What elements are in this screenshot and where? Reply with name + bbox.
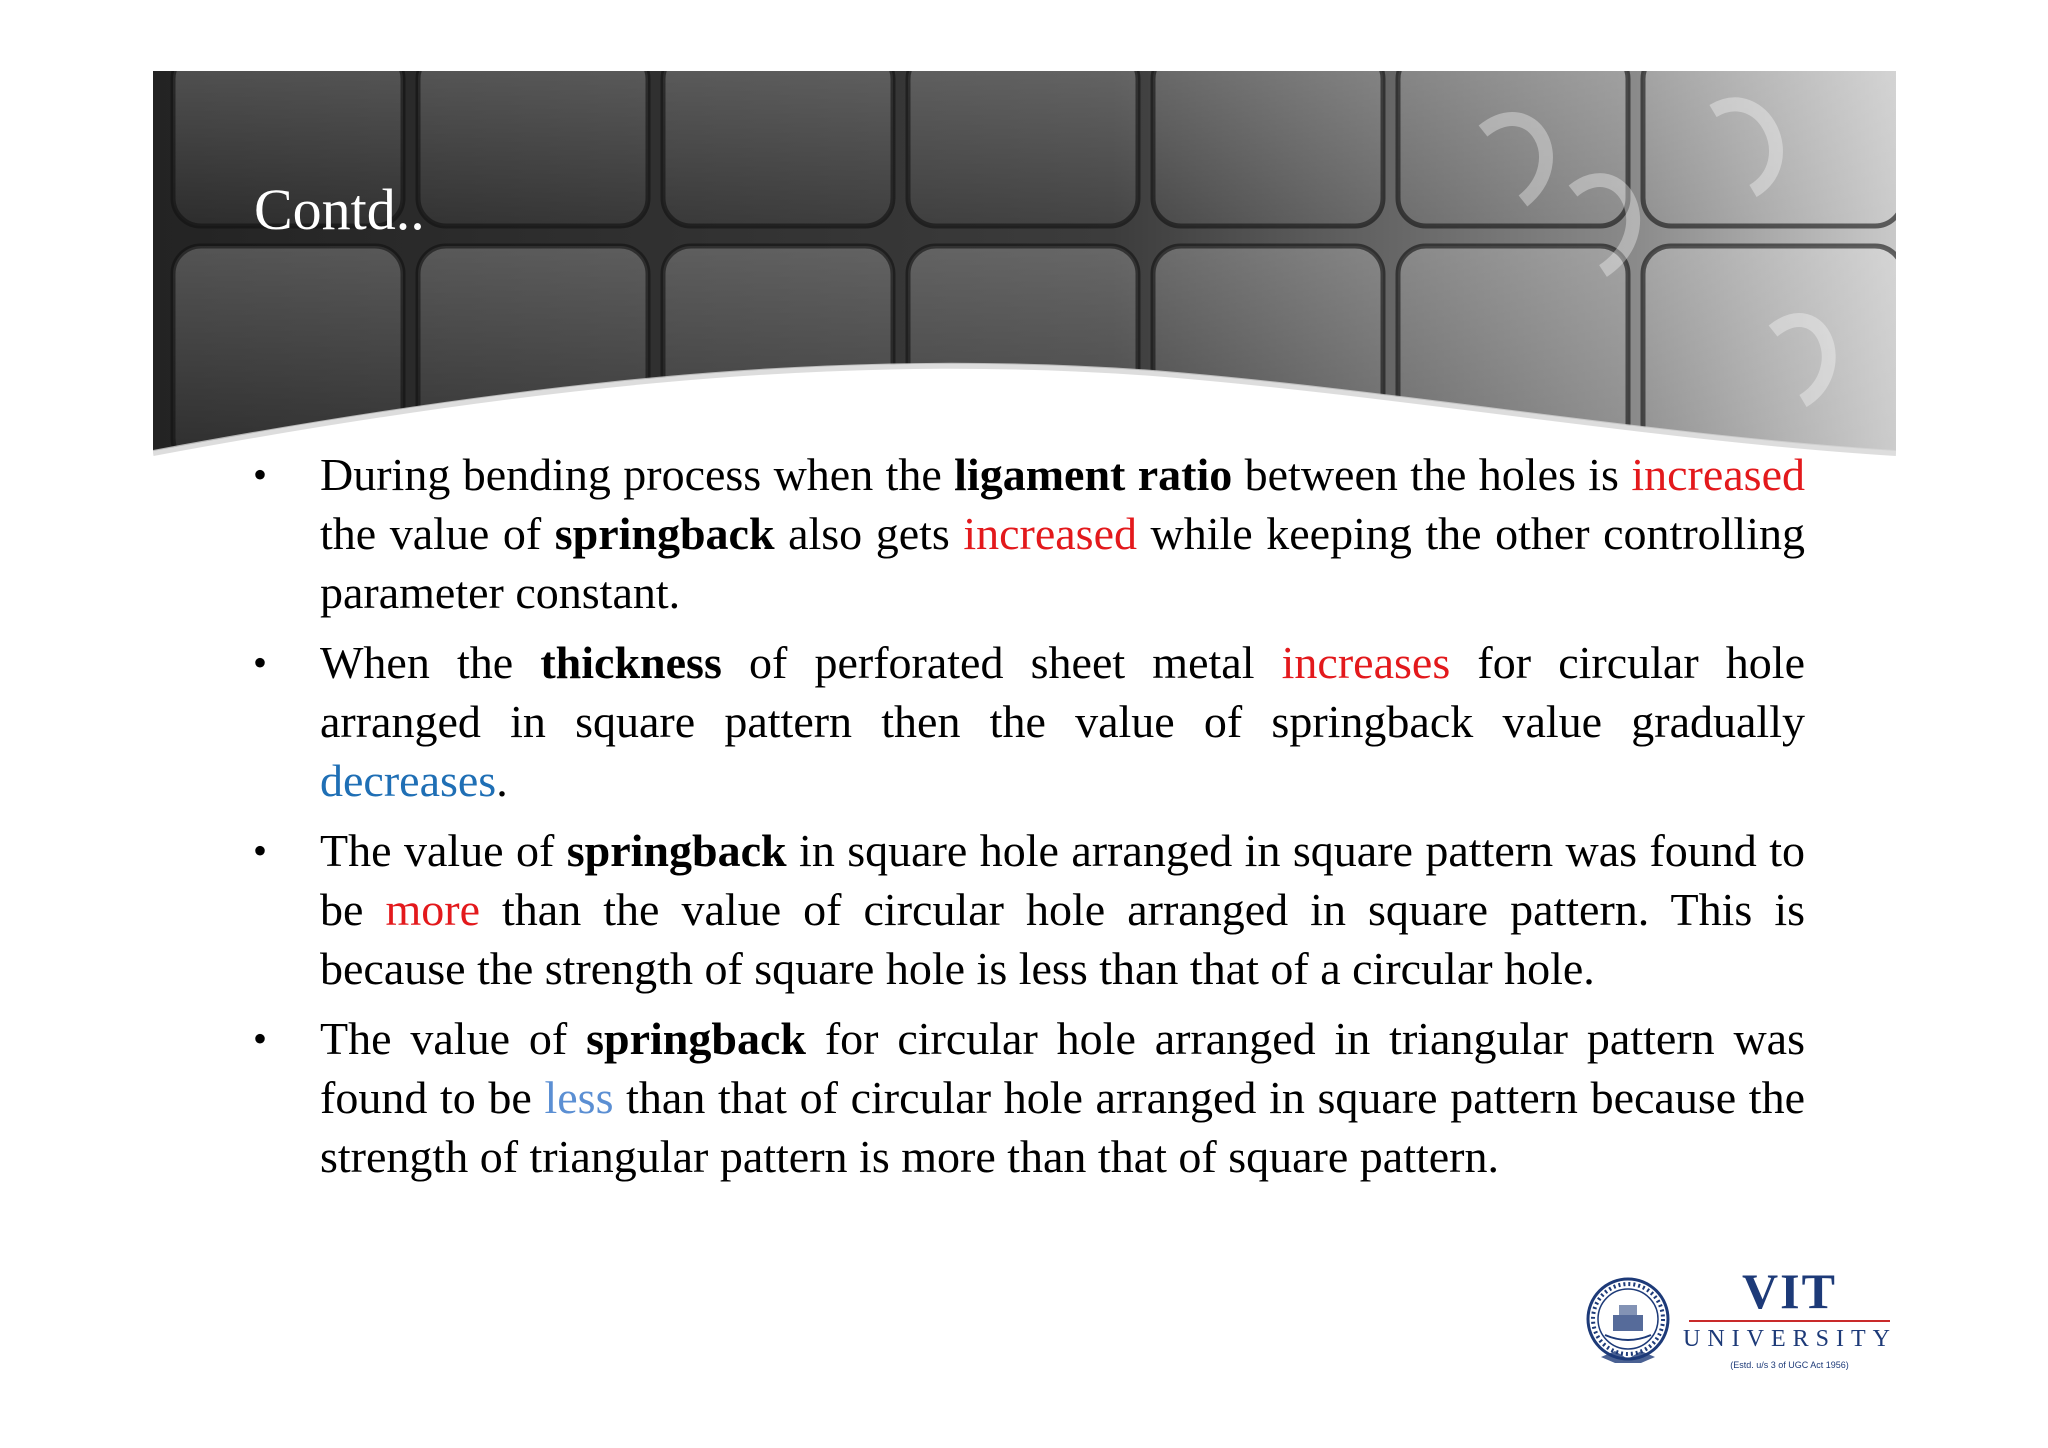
bullet-text-run: The value of	[320, 1013, 587, 1064]
vit-established-note: (Estd. u/s 3 of UGC Act 1956)	[1730, 1360, 1849, 1370]
bullet-blue-run: decreases	[320, 755, 497, 806]
bullet-text-run: of perforated sheet metal	[721, 637, 1282, 688]
bullet-bold-run: ligament ratio	[954, 449, 1233, 500]
bullet-text-run: When the	[320, 637, 541, 688]
vit-wordmark	[1683, 1263, 1897, 1372]
bullet-text-run: the value of	[320, 508, 555, 559]
bullet-bold-run: springback	[586, 1013, 806, 1064]
bullet-text	[320, 449, 1805, 618]
bullet-item	[253, 1009, 1805, 1186]
bullet-text-run: The value of	[320, 825, 567, 876]
bullet-list	[253, 445, 1805, 1197]
bullet-text-run: .	[496, 755, 508, 806]
bullet-text-run: than that of circular hole arranged in square pattern because the strength of triangular pattern is more than that of square pattern.	[320, 1072, 1806, 1182]
bullet-bold-run: springback	[554, 508, 775, 559]
bullet-text-run: in square hole arranged in square pattern was found to be	[320, 825, 1806, 935]
vit-university-label: UNIVERSITY	[1683, 1326, 1897, 1352]
bullet-glyph: •	[253, 452, 268, 497]
bullet-text	[320, 825, 1805, 994]
bullet-item	[253, 633, 1805, 810]
bullet-text-run: for circular hole arranged in square pattern then the value of springback value gradually	[320, 637, 1805, 747]
bullet-bold-run: thickness	[540, 637, 722, 688]
vit-seal-icon	[1583, 1271, 1673, 1371]
bullet-bold-run: springback	[566, 825, 787, 876]
header-band	[153, 71, 1896, 491]
bullet-red-run: more	[385, 884, 480, 935]
bullet-text-run: between the holes is	[1232, 449, 1632, 500]
vit-logo	[1583, 1263, 1897, 1381]
bullet-red-run: increased	[1631, 449, 1805, 500]
bullet-text	[320, 637, 1805, 806]
bullet-glyph: •	[253, 640, 268, 685]
bullet-glyph: •	[253, 828, 268, 873]
bullet-text-run: than the value of circular hole arranged in square pattern. This is because the strength of square hole is less than that of a circular hole.	[320, 884, 1805, 994]
bullet-text-run: while keeping the other controlling parameter constant.	[320, 508, 1805, 618]
vit-divider	[1689, 1320, 1890, 1322]
bullet-glyph: •	[253, 1016, 268, 1061]
bullet-text-run: for circular hole arranged in triangular pattern was found to be	[320, 1013, 1805, 1123]
bullet-text-run: also gets	[774, 508, 964, 559]
vit-name: VIT	[1742, 1263, 1837, 1319]
slide	[153, 71, 1896, 1391]
bullet-item	[253, 445, 1805, 622]
bullet-red-run: increases	[1281, 637, 1451, 688]
bullet-item	[253, 821, 1805, 998]
bullet-red-run: increased	[963, 508, 1137, 559]
bullet-lblue-run: less	[544, 1072, 614, 1123]
bullet-text-run: During bending process when the	[320, 449, 955, 500]
bullet-text	[320, 1013, 1805, 1182]
slide-title: Contd..	[254, 177, 425, 242]
